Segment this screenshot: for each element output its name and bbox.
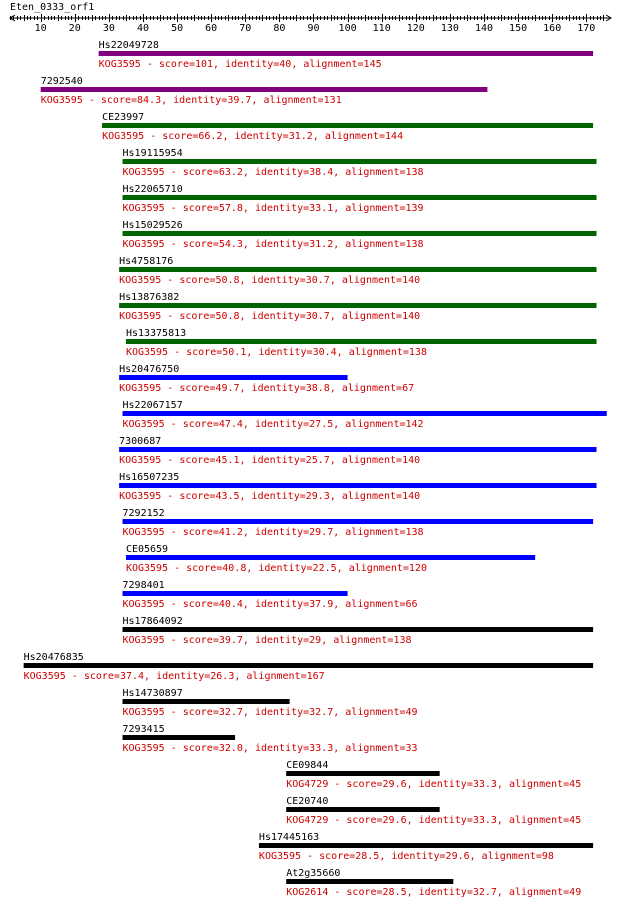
hit-detail: KOG3595 - score=66.2, identity=31.2, alignment=144 [102,131,404,142]
tick-label: 150 [509,23,528,34]
hit-id: 7292152 [122,508,165,519]
hit-bar [119,303,596,308]
hit-detail: KOG3595 - score=43.5, identity=29.3, alignment=140 [119,491,421,502]
hit-bar [126,555,535,560]
hit-id: Hs20476835 [23,652,84,663]
tick-label: 90 [307,23,320,34]
tick-label: 40 [136,23,150,34]
hit-id: 7300687 [119,436,162,447]
hit-bar [123,699,290,704]
hit-bar [123,411,607,416]
hit-row [119,292,596,322]
hit-detail: KOG3595 - score=50.8, identity=30.7, alignment=140 [119,311,421,322]
hit-detail: KOG3595 - score=47.4, identity=27.5, alignment=142 [122,419,424,430]
hit-bar [286,771,439,776]
tick-label: 130 [440,23,459,34]
hit-bar [286,879,453,884]
hit-bar [123,195,597,200]
hit-id: Hs15029526 [122,220,183,231]
hit-detail: KOG3595 - score=28.5, identity=29.6, alignment=98 [258,851,554,862]
hit-id: CE20740 [286,796,329,807]
hit-row [286,868,581,898]
hit-row [123,724,418,754]
hit-id: Hs20476750 [119,364,180,375]
hit-bar [123,627,594,632]
hit-id: CE09844 [286,760,329,771]
hit-row [119,472,596,502]
hit-list [24,40,607,898]
hit-bar [119,447,596,452]
tick-label: 20 [68,23,81,34]
query-title: Eten_0333_orf1 [10,2,95,13]
hit-row [126,328,597,358]
hit-id: Hs14730897 [122,688,183,699]
hit-id: CE23997 [102,112,145,123]
hit-detail: KOG3595 - score=32.7, identity=32.7, alignment=49 [122,707,418,718]
hit-detail: KOG3595 - score=37.4, identity=26.3, alignment=167 [23,671,325,682]
tick-label: 10 [34,23,47,34]
hit-bar [123,159,597,164]
hit-bar [119,375,347,380]
hit-row [286,796,581,826]
tick-label: 80 [273,23,286,34]
hit-detail: KOG3595 - score=41.2, identity=29.7, alignment=138 [122,527,424,538]
tick-label: 110 [372,23,391,34]
hit-bar [119,483,596,488]
hit-bar [24,663,593,668]
hit-detail: KOG3595 - score=40.4, identity=37.9, alignment=66 [122,599,418,610]
hit-id: Hs16507235 [119,472,180,483]
tick-label: 140 [474,23,494,34]
hit-row [119,256,596,286]
hit-id: CE05659 [125,544,169,555]
hit-row [119,436,596,466]
hit-row [123,184,597,214]
hit-id: Hs22067157 [122,400,183,411]
hit-row [123,148,597,178]
tick-label: 100 [338,23,357,34]
hit-detail: KOG3595 - score=54.3, identity=31.2, alignment=138 [122,239,424,250]
hit-row [123,616,594,646]
hit-id: Hs22049728 [98,40,159,51]
hit-detail: KOG3595 - score=45.1, identity=25.7, alignment=140 [119,455,421,466]
hit-row [24,652,593,682]
hit-detail: KOG2614 - score=28.5, identity=32.7, alignment=49 [286,887,582,898]
hit-detail: KOG3595 - score=39.7, identity=29, alignment=138 [122,635,412,646]
hit-row [123,220,597,250]
hit-id: Hs22065710 [122,184,183,195]
hit-bar [119,267,596,272]
hit-bar [123,735,236,740]
hit-id: Hs19115954 [122,148,183,159]
tick-label: 160 [543,23,562,34]
hit-row [123,688,418,718]
tick-label: 70 [239,23,252,34]
tick-label: 30 [102,23,115,34]
hit-id: 7298401 [122,580,165,591]
tick-label: 120 [406,23,425,34]
hit-bar [41,87,488,92]
hit-id: At2g35660 [286,868,341,879]
hit-id: Hs17445163 [258,832,320,843]
hit-row [119,364,414,394]
hit-detail: KOG3595 - score=84.3, identity=39.7, alignment=131 [40,95,342,106]
hit-bar [259,843,593,848]
hit-row [123,580,418,610]
hit-detail: KOG3595 - score=57.8, identity=33.1, alignment=139 [122,203,424,214]
tick-label: 50 [171,23,184,34]
hit-bar [102,123,593,128]
hit-bar [123,519,594,524]
tick-label: 170 [577,23,596,34]
hit-row [99,40,593,70]
hit-detail: KOG3595 - score=32.0, identity=33.3, alignment=33 [122,743,418,754]
sequence-axis [10,14,611,34]
hit-id: Hs4758176 [119,256,174,267]
hit-row [286,760,581,790]
hit-detail: KOG4729 - score=29.6, identity=33.3, alignment=45 [286,815,582,826]
hit-bar [123,591,348,596]
tick-label: 60 [205,23,218,34]
hit-id: Hs13375813 [125,328,187,339]
hit-bar [286,807,439,812]
hit-detail: KOG3595 - score=63.2, identity=38.4, alignment=138 [122,167,424,178]
hit-detail: KOG3595 - score=101, identity=40, alignment=145 [98,59,382,70]
hit-id: 7292540 [40,76,83,87]
hit-id: Hs13876382 [119,292,180,303]
hit-bar [126,339,597,344]
hit-detail: KOG3595 - score=50.8, identity=30.7, alignment=140 [119,275,421,286]
hit-detail: KOG3595 - score=50.1, identity=30.4, alignment=138 [125,347,427,358]
hit-id: Hs17864092 [122,616,183,627]
hit-row [41,76,488,106]
hit-detail: KOG3595 - score=40.8, identity=22.5, alignment=120 [125,563,427,574]
hit-row [102,112,593,142]
hit-row [123,508,594,538]
hit-detail: KOG3595 - score=49.7, identity=38.8, alignment=67 [119,383,415,394]
hit-row [123,400,607,430]
hit-id: 7293415 [122,724,165,735]
hit-row [126,544,535,574]
hit-detail: KOG4729 - score=29.6, identity=33.3, alignment=45 [286,779,582,790]
hit-bar [123,231,597,236]
hit-row [259,832,593,862]
hit-bar [99,51,593,56]
